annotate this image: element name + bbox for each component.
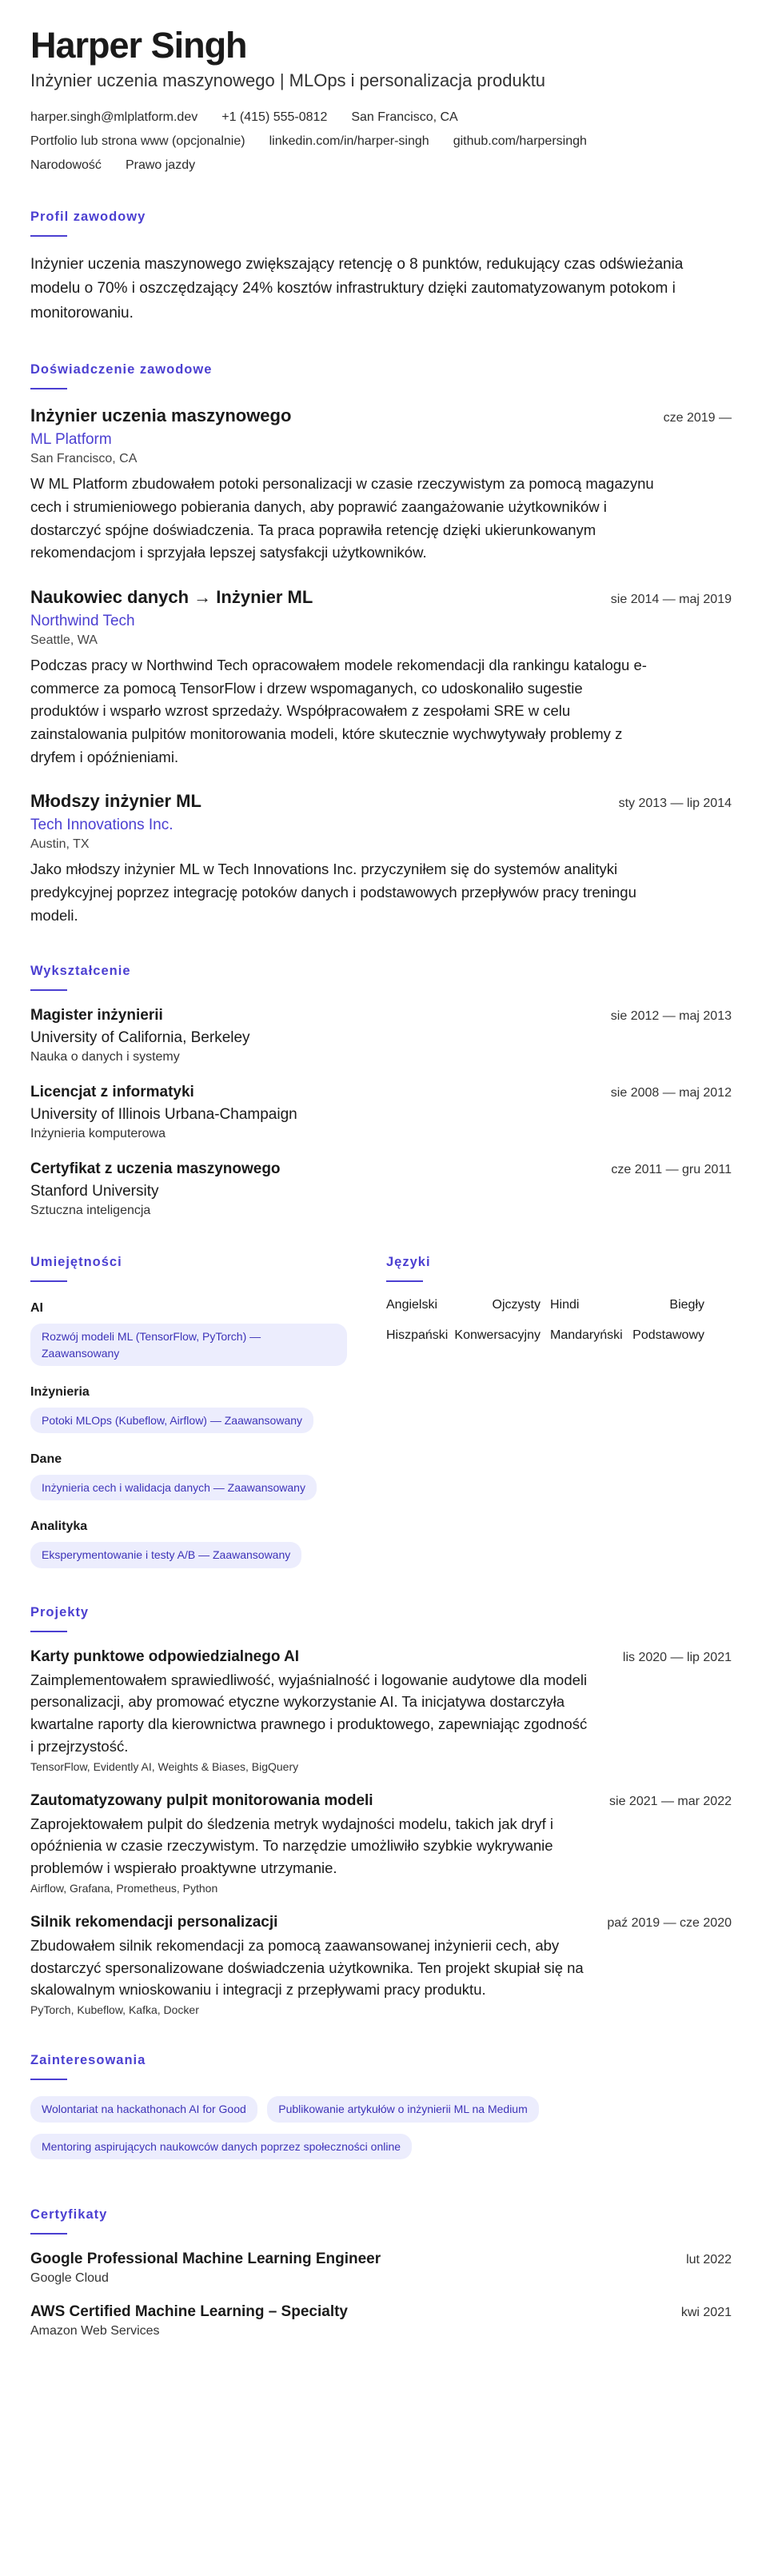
language-level: Konwersacyjny xyxy=(454,1328,541,1343)
education-date: sie 2012 — maj 2013 xyxy=(610,1009,732,1024)
section-divider xyxy=(30,388,67,389)
project-entry xyxy=(30,1792,732,1895)
job-date: cze 2019 — xyxy=(663,411,732,425)
section-title: Umiejętności xyxy=(30,1255,122,1270)
education-date: sie 2008 — maj 2012 xyxy=(610,1086,732,1100)
section-divider xyxy=(30,989,67,991)
interests-list xyxy=(30,2096,732,2171)
interest-chip: Wolontariat na hackathonach AI for Good xyxy=(30,2096,257,2122)
language-name: Hindi xyxy=(550,1298,580,1312)
languages-section xyxy=(386,1255,714,1568)
education-date: cze 2011 — gru 2011 xyxy=(611,1163,732,1177)
candidate-name: Harper Singh xyxy=(30,25,247,66)
school-name: University of Illinois Urbana-Champaign xyxy=(30,1106,297,1124)
job-entry xyxy=(30,587,732,769)
education-entry xyxy=(30,1084,732,1141)
project-description: Zaimplementowałem sprawiedliwość, wyjaśnialność i logowanie audytowe dla modeli personalizacji, aby promować etyczne wykorzystanie AI. Ta inicjatywa dostarczyła kwartalne raporty dla kierownictwa prawnego i produktowego, zapewniając zgodność i przejrzystość. xyxy=(30,1671,588,1755)
section-divider xyxy=(386,1280,423,1282)
phone-text: +1 (415) 555-0812 xyxy=(221,110,328,124)
job-location: Seattle, WA xyxy=(30,633,98,647)
links-row xyxy=(30,134,732,149)
field-of-study: Inżynieria komputerowa xyxy=(30,1127,166,1141)
skill-chip: Rozwój modeli ML (TensorFlow, PyTorch) — Zaawansowany xyxy=(30,1324,347,1366)
project-description: Zbudowałem silnik rekomendacji za pomocą zaawansowanej inżynierii cech, aby dostarczyć spersonalizowane doświadczenia użytkownika. Ten projekt skupiał się na skalowalnym wnioskowaniu i integracji z przepływami pracy produktu. xyxy=(30,1936,584,1999)
section-title: Projekty xyxy=(30,1604,90,1619)
project-title: Zautomatyzowany pulpit monitorowania modeli xyxy=(30,1791,373,1809)
certification-issuer: Google Cloud xyxy=(30,2270,109,2285)
portfolio-link[interactable]: Portfolio lub strona www (opcjonalnie) xyxy=(30,134,245,148)
project-tech: Airflow, Grafana, Prometheus, Python xyxy=(30,1881,218,1895)
school-name: Stanford University xyxy=(30,1183,159,1200)
certification-entry xyxy=(30,2303,732,2338)
experience-section xyxy=(30,362,732,927)
section-divider xyxy=(30,1280,67,1282)
language-row xyxy=(386,1298,714,1312)
project-date: paź 2019 — cze 2020 xyxy=(607,1915,732,1930)
projects-section xyxy=(30,1605,732,2017)
language-level: Ojczysty xyxy=(492,1298,541,1312)
project-entry xyxy=(30,1648,732,1773)
job-date: sie 2014 — maj 2019 xyxy=(610,592,732,606)
skill-category: Analityka xyxy=(30,1520,88,1534)
project-title: Silnik rekomendacji personalizacji xyxy=(30,1913,278,1931)
job-description: Jako młodszy inżynier ML w Tech Innovations Inc. przyczyniłem się do systemów analityki predykcyjnej poprzez integrację potoków danych i podstawowych przepływów pracy treningu modeli. xyxy=(30,861,636,924)
interest-chip: Mentoring aspirujących naukowców danych poprzez społeczności online xyxy=(30,2134,412,2159)
section-title: Języki xyxy=(386,1255,431,1270)
profile-section xyxy=(30,210,732,325)
degree-title: Magister inżynierii xyxy=(30,1007,163,1024)
location-text: San Francisco, CA xyxy=(351,110,458,124)
project-date: sie 2021 — mar 2022 xyxy=(609,1794,732,1808)
section-title: Certyfikaty xyxy=(30,2207,108,2222)
email-link[interactable]: harper.singh@mlplatform.dev xyxy=(30,110,198,124)
job-entry xyxy=(30,405,732,565)
skill-category: AI xyxy=(30,1301,43,1316)
skills-languages-row xyxy=(30,1255,732,1568)
certification-title: AWS Certified Machine Learning – Specialty xyxy=(30,2302,348,2320)
section-divider xyxy=(30,2079,67,2080)
certification-issuer: Amazon Web Services xyxy=(30,2323,160,2338)
skill-chip: Inżynieria cech i walidacja danych — Zaawansowany xyxy=(30,1475,317,1500)
project-title: Karty punktowe odpowiedzialnego AI xyxy=(30,1647,300,1665)
project-entry xyxy=(30,1914,732,2016)
skills-section xyxy=(30,1255,386,1568)
degree-title: Certyfikat z uczenia maszynowego xyxy=(30,1160,281,1178)
job-title: Naukowiec danych → Inżynier ML xyxy=(30,586,313,607)
language-name: Angielski xyxy=(386,1298,438,1312)
certification-entry xyxy=(30,2251,732,2286)
section-title: Wykształcenie xyxy=(30,964,131,979)
driving-license-text: Prawo jazdy xyxy=(125,158,196,172)
job-company: ML Platform xyxy=(30,431,112,449)
extra-row xyxy=(30,158,732,173)
job-description: W ML Platform zbudowałem potoki personalizacji w czasie rzeczywistym za pomocą magazynu cech i strumieniowego pobierania danych, aby poprawić zaangażowanie użytkowników i dostarczyć spójne doświadczenia. Ta praca poprawiła retencję dzięki ukierunkowanym rekomendacjom i sprzyjała lepszej satysfakcji użytkowników. xyxy=(30,475,654,561)
job-company: Northwind Tech xyxy=(30,612,135,629)
job-title: Inżynier uczenia maszynowego xyxy=(30,405,292,426)
education-entry xyxy=(30,1160,732,1218)
language-name: Mandaryński xyxy=(550,1328,623,1343)
github-link[interactable]: github.com/harpersingh xyxy=(453,134,587,148)
linkedin-link[interactable]: linkedin.com/in/harper-singh xyxy=(269,134,429,148)
certifications-section xyxy=(30,2207,732,2338)
contact-row xyxy=(30,110,732,125)
section-title: Doświadczenie zawodowe xyxy=(30,362,213,377)
field-of-study: Sztuczna inteligencja xyxy=(30,1204,151,1218)
nationality-text: Narodowość xyxy=(30,158,102,172)
project-tech: PyTorch, Kubeflow, Kafka, Docker xyxy=(30,2003,199,2017)
project-description: Zaprojektowałem pulpit do śledzenia metryk wydajności modelu, takich jak dryf i opóźnienia w czasie rzeczywistym. To narzędzie umożliwiło szybkie wykrywanie problemów i wspierało proaktywne utrzymanie. xyxy=(30,1815,553,1877)
language-row xyxy=(386,1328,714,1343)
section-divider xyxy=(30,235,67,237)
certification-title: Google Professional Machine Learning Engineer xyxy=(30,2250,381,2267)
school-name: University of California, Berkeley xyxy=(30,1029,250,1047)
education-entry xyxy=(30,1007,732,1064)
degree-title: Licencjat z informatyki xyxy=(30,1084,194,1101)
language-level: Biegły xyxy=(669,1298,704,1312)
job-date: sty 2013 — lip 2014 xyxy=(618,797,732,811)
skill-category: Dane xyxy=(30,1452,62,1467)
interests-section xyxy=(30,2053,732,2171)
interest-chip: Publikowanie artykułów o inżynierii ML na Medium xyxy=(267,2096,539,2122)
section-title: Profil zawodowy xyxy=(30,210,146,224)
field-of-study: Nauka o danych i systemy xyxy=(30,1050,180,1064)
certification-date: lut 2022 xyxy=(686,2252,732,2266)
section-title: Zainteresowania xyxy=(30,2053,146,2068)
skill-chip: Eksperymentowanie i testy A/B — Zaawansowany xyxy=(30,1542,301,1568)
job-location: Austin, TX xyxy=(30,837,90,852)
skill-category: Inżynieria xyxy=(30,1384,90,1399)
job-entry xyxy=(30,791,732,927)
project-date: lis 2020 — lip 2021 xyxy=(622,1650,732,1664)
certification-date: kwi 2021 xyxy=(680,2305,732,2319)
candidate-tagline: Inżynier uczenia maszynowego | MLOps i personalizacja produktu xyxy=(30,70,546,90)
education-section xyxy=(30,964,732,1218)
job-title: Młodszy inżynier ML xyxy=(30,791,201,812)
job-location: San Francisco, CA xyxy=(30,452,138,466)
section-divider xyxy=(30,1631,67,1632)
section-divider xyxy=(30,2233,67,2235)
language-level: Podstawowy xyxy=(632,1328,704,1343)
job-company: Tech Innovations Inc. xyxy=(30,817,174,834)
job-description: Podczas pracy w Northwind Tech opracowałem modele rekomendacji dla rankingu katalogu e-commerce za pomocą TensorFlow i drzew wspomaganych, co udoskonaliło sugestie produktów i wsparło wzrost sprzedaży. Współpracowałem z zespołami SRE w celu zainstalowania pulpitów monitorowania modeli, które skutecznie wychwytywały problemy z dryfem i opóźnieniami. xyxy=(30,656,647,765)
language-name: Hiszpański xyxy=(386,1328,449,1343)
project-tech: TensorFlow, Evidently AI, Weights & Biases, BigQuery xyxy=(30,1759,299,1773)
skill-chip: Potoki MLOps (Kubeflow, Airflow) — Zaawansowany xyxy=(30,1408,313,1433)
profile-summary: Inżynier uczenia maszynowego zwiększający retencję o 8 punktów, redukujący czas odświeżania modelu o 70% i oszczędzający 24% kosztów infrastruktury dzięki zautomatyzowanym potokom i monitorowaniu. xyxy=(30,256,684,322)
